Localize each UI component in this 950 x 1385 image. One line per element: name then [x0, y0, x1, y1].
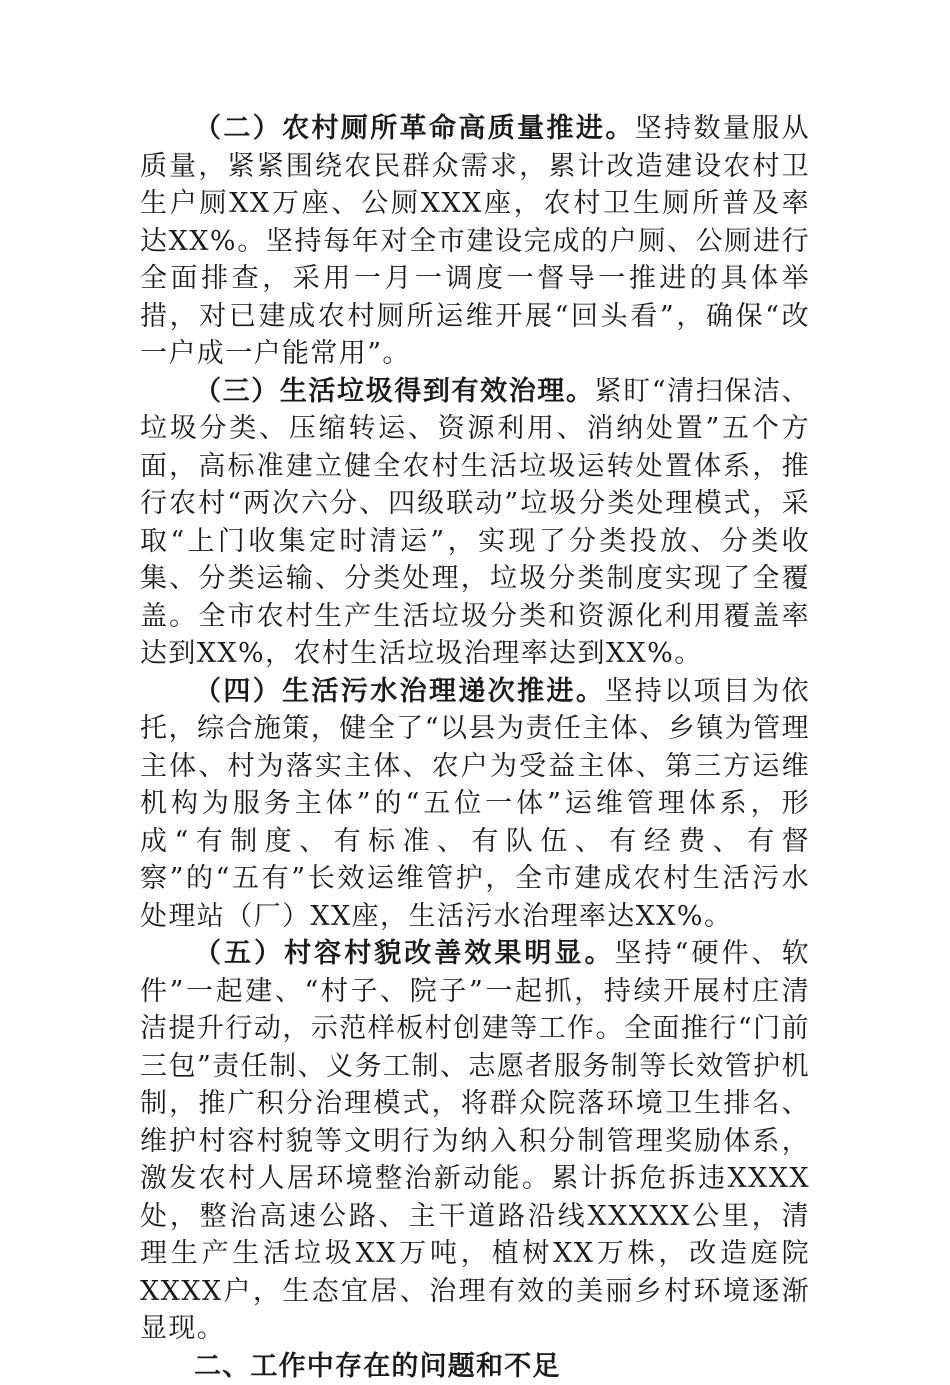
paragraph-lead: （二）农村厕所革命高质量推进。: [194, 113, 635, 144]
paragraph-lead: （三）生活垃圾得到有效治理。: [194, 376, 595, 407]
paragraph-village-appearance: [140, 935, 810, 1348]
paragraph-body: 紧盯“清扫保洁、垃圾分类、压缩转运、资源利用、消纳处置”五个方面，高标准建立健全农村生活垃圾运转处置体系，推行农村“两次六分、四级联动”垃圾分类处理模式，采取“上门收集定时清运”，实现了分类投放、分类收集、分类运输、分类处理，垃圾分类制度实现了全覆盖。全市农村生产生活垃圾分类和资源化利用覆盖率达到XX%，农村生活垃圾治理率达到XX%。: [140, 376, 810, 670]
paragraph-garbage-treatment: [140, 373, 810, 673]
paragraph-toilet-revolution: [140, 110, 810, 373]
paragraph-body: 坚持数量服从质量，紧紧围绕农民群众需求，累计改造建设农村卫生户厕XX万座、公厕XXX座，农村卫生厕所普及率达XX%。坚持每年对全市建设完成的户厕、公厕进行全面排查，采用一月一调度一督导一推进的具体举措，对已建成农村厕所运维开展“回头看”，确保“改一户成一户能常用”。: [140, 113, 810, 369]
paragraph-sewage-treatment: [140, 673, 810, 936]
paragraph-lead: （四）生活污水治理递次推进。: [194, 676, 605, 707]
paragraph-body: 坚持以项目为依托，综合施策，健全了“以县为责任主体、乡镇为管理主体、村为落实主体、农户为受益主体、第三方运维机构为服务主体”的“五位一体”运维管理体系，形成“有制度、有标准、有队伍、有经费、有督察”的“五有”长效运维管护，全市建成农村生活污水处理站（厂）XX座，生活污水治理率达XX%。: [140, 676, 810, 932]
document-page: [140, 110, 810, 1385]
section-heading: 二、工作中存在的问题和不足: [140, 1348, 810, 1385]
paragraph-body: 坚持“硬件、软件”一起建、“村子、院子”一起抓，持续开展村庄清洁提升行动，示范样板村创建等工作。全面推行“门前三包”责任制、义务工制、志愿者服务制等长效管护机制，推广积分治理模式，将群众院落环境卫生排名、维护村容村貌等文明行为纳入积分制管理奖励体系，激发农村人居环境整治新动能。累计拆危拆违XXXX处，整治高速公路、主干道路沿线XXXXX公里，清理生产生活垃圾XX万吨，植树XX万株，改造庭院XXXX户，生态宜居、治理有效的美丽乡村环境逐渐显现。: [140, 938, 810, 1344]
paragraph-lead: （五）村容村貌改善效果明显。: [194, 938, 615, 969]
